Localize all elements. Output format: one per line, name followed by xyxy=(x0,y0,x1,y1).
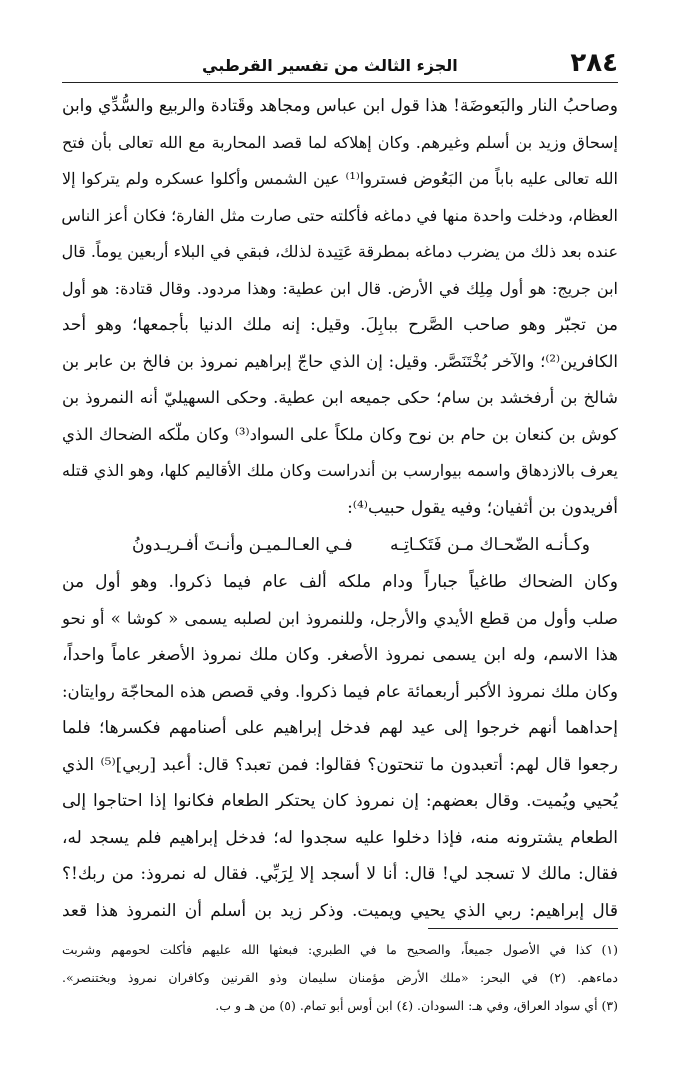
text-line: رجعوا قال لهم: أتعبدون ما تنحتون؟ فقالوا: فمن تعبد؟ قال: أعبد [ربي]⁽⁵⁾ الذي xyxy=(62,754,618,775)
poem-hemistich-first: وكـأنـه الضّحـاك مـن فَتَكـاتِـه xyxy=(390,535,590,555)
text-line: صلب وأول من قطع الأيدي والأرجل، وللنمروذ ابن لصلبه يسمى « كوشا » أو نحو xyxy=(62,608,618,628)
text-line: الكافرين⁽²⁾؛ والآخر بُخْتَنَصَّر. وقيل: إن الذي حاجّ إبراهيم نمروذ بن فالخ بن عابر بن xyxy=(62,351,618,371)
text-line: هذا الاسم، وله ابن يسمى نمروذ الأصغر. وكان ملك نمروذ الأصغر عاماً واحداً، xyxy=(62,645,618,665)
page-header xyxy=(62,40,618,83)
running-title: الجزء الثالث من تفسير القرطبي xyxy=(202,56,458,75)
text-line: يعرف بالازدهاق واسمه بيوارسب بن أندراست وكان ملك الأقاليم كلها، وهو الذي قتله xyxy=(62,461,618,480)
text-line: وكان ملك نمروذ الأكبر أربعمائة عام فيما ذكروا. وفي قصص هذه المحاجّة روايتان: xyxy=(62,681,618,701)
text-line: شالخ بن أرفخشد بن سام؛ حكى جميعه ابن عطية. وحكى السهيليّ أنه النمروذ بن xyxy=(62,388,618,407)
footnote-line: (١) كذا في الأصول جميعاً، والصحيح ما في الطبري: فبعثها الله عليهم فأكلت لحومهم وشربت xyxy=(62,942,618,957)
footnotes xyxy=(62,936,618,1020)
poem-hemistich-second: فـي العـالـميـن وأنـتَ أفـريـدونُ xyxy=(132,535,353,555)
text-line: الطعام يشترونه منه، فإذا دخلوا عليه سجدوا له؛ فدخل إبراهيم فلم يسجد له، xyxy=(62,827,618,848)
text-line: عنده بعد ذلك من يضرب دماغه بمطرقة عَتِيدة لذلك، فبقي في البلاء أربعين يوماً. قال xyxy=(61,242,618,261)
text-line: وصاحبُ النار والبَعوضَة! هذا قول ابن عباس ومجاهد وقَتادة والربيع والسُّدِّي وابن xyxy=(62,96,618,116)
footnote-line: (٣) أي سواد العراق، وفي هـ: السودان. (٤) ابن أوس أبو تمام. (٥) من هـ و ب. xyxy=(215,998,618,1013)
text-line: فقال: مالك لا تسجد لي! قال: أنا لا أسجد إلا لِرَبِّي. فقال له نمروذ: من ربك!؟ xyxy=(62,864,618,884)
footnote-line: دماءهم. (٢) في البحر: «ملك الأرض مؤمنان سليمان وذو القرنين وكافران نمروذ وبختنصر». xyxy=(62,970,618,985)
text-line: وكان الضحاك طاغياً جباراً ودام ملكه ألف عام فيما ذكروا. وهو أول من xyxy=(62,572,618,592)
text-line: أفريدون بن أثفيان؛ وفيه يقول حبيب⁽⁴⁾: xyxy=(347,497,618,518)
text-line: قال إبراهيم: ربي الذي يحيي ويميت. وذكر زيد بن أسلم أن النمروذ هذا قعد xyxy=(62,900,618,921)
text-line: إسحاق وزيد بن أسلم وغيرهم. وكان إهلاكه لما قصد المحاربة مع الله تعالى بأن فتح xyxy=(62,132,618,152)
page-number: ٢٨٤ xyxy=(570,48,618,78)
text-line: إحداهما أنهم خرجوا إلى عيد لهم فدخل إبراهيم على أصنامهم فكسرها؛ فلما xyxy=(62,718,618,738)
poem-verse xyxy=(62,526,618,564)
text-line: العظام، ودخلت واحدة منها في دماغه فأكلته حتى صارت مثل الفارة؛ فكان أعز الناس xyxy=(61,205,618,225)
text-line: الله تعالى عليه باباً من البَعُوض فستروا⁽¹⁾ عين الشمس وأكلوا عسكره ولم يتركوا إلا xyxy=(62,169,618,188)
text-line: يُحيي ويُميت. وقال بعضهم: إن نمروذ كان يحتكر الطعام فكانوا إذا احتاجوا إلى xyxy=(62,791,618,811)
text-line: كوش بن كنعان بن حام بن نوح وكان ملكاً على السواد⁽³⁾ وكان ملّكه الضحاك الذي xyxy=(62,424,618,444)
text-line: من تجبّر وهو صاحب الصَّرح ببابِلَ. وقيل: إنه ملك الدنيا بأجمعها؛ وهو أحد xyxy=(62,315,618,335)
footnote-divider xyxy=(428,928,618,929)
main-text xyxy=(62,88,618,929)
text-line: ابن جريج: هو أول مِلِك في الأرض. قال ابن عطية: وهذا مردود. وقال قتادة: هو أول xyxy=(62,278,618,298)
